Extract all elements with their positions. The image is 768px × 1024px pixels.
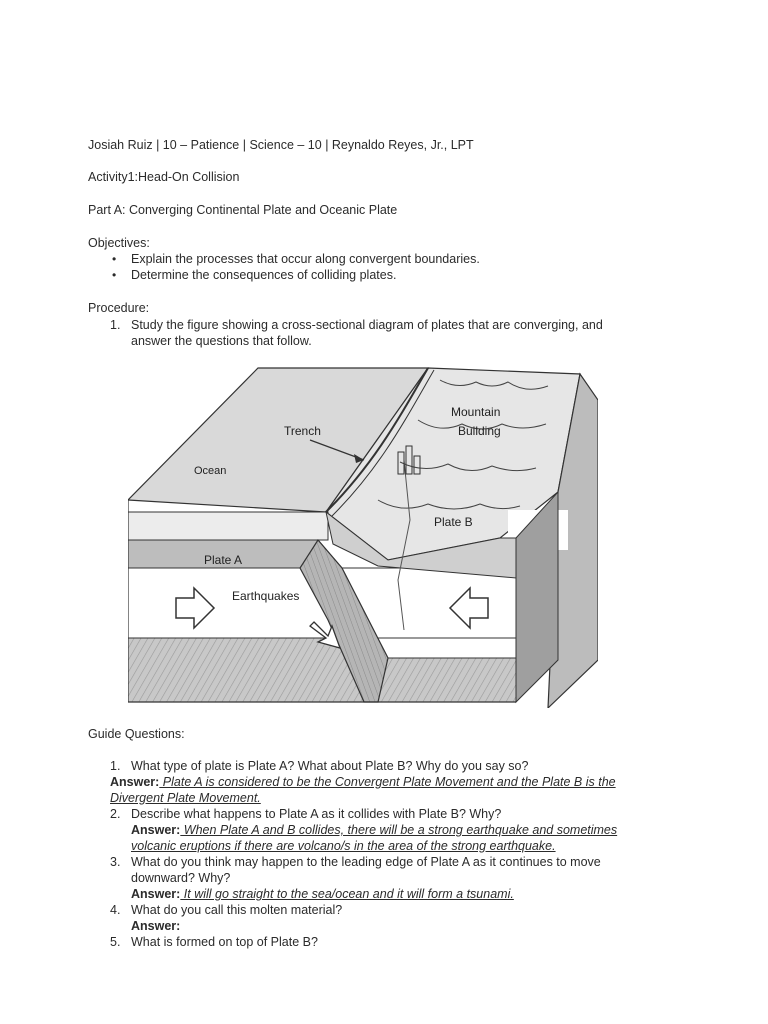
question-number: 2. xyxy=(110,807,121,821)
answer-1-text: Plate A is considered to be the Convergent Plate Movement and the Plate B is the xyxy=(159,775,616,789)
lower-layer xyxy=(128,638,516,702)
question-3-cont: downward? Why? xyxy=(131,871,231,885)
plate-b-label: Plate B xyxy=(434,515,473,529)
answer-label: Answer: xyxy=(131,887,181,901)
plate-a-label: Plate A xyxy=(204,553,243,567)
mountain-label: Mountain xyxy=(451,405,501,419)
answer-2 xyxy=(131,822,617,838)
activity-title: Activity1:Head-On Collision xyxy=(88,170,240,184)
procedure-number: 1. xyxy=(110,318,121,332)
answer-label: Answer: xyxy=(131,823,181,837)
objectives-heading: Objectives: xyxy=(88,236,150,250)
answer-label: Answer: xyxy=(110,775,160,789)
procedure-heading: Procedure: xyxy=(88,301,150,315)
question-5: What is formed on top of Plate B? xyxy=(131,935,318,949)
procedure-text: answer the questions that follow. xyxy=(131,334,312,348)
answer-1 xyxy=(110,774,616,790)
question-number: 1. xyxy=(110,759,121,773)
question-2: Describe what happens to Plate A as it collides with Plate B? Why? xyxy=(131,807,502,821)
answer-label: Answer: xyxy=(131,919,181,933)
procedure-text: Study the figure showing a cross-sectional diagram of plates that are converging, and xyxy=(131,318,603,332)
building-label: Building xyxy=(458,424,501,438)
answer-4 xyxy=(131,918,180,934)
answer-1-cont: Divergent Plate Movement. xyxy=(110,791,261,805)
plate-convergence-figure xyxy=(128,360,598,708)
bullet-icon: • xyxy=(112,252,117,266)
answer-2-text: When Plate A and B collides, there will be a strong earthquake and sometimes xyxy=(180,823,618,837)
objective-item: Determine the consequences of colliding plates. xyxy=(131,268,397,282)
part-title: Part A: Converging Continental Plate and Oceanic Plate xyxy=(88,203,398,217)
answer-3 xyxy=(131,886,514,902)
question-4: What do you call this molten material? xyxy=(131,903,343,917)
earthquakes-label: Earthquakes xyxy=(232,589,300,603)
question-number: 3. xyxy=(110,855,121,869)
question-1: What type of plate is Plate A? What about Plate B? Why do you say so? xyxy=(131,759,529,773)
objective-item: Explain the processes that occur along convergent boundaries. xyxy=(131,252,480,266)
ocean-label: Ocean xyxy=(194,465,227,477)
answer-3-text: It will go straight to the sea/ocean and it will form a tsunami. xyxy=(180,887,514,901)
bullet-icon: • xyxy=(112,268,117,282)
answer-2-cont: volcanic eruptions if there are volcano/s in the area of the strong earthquake. xyxy=(131,839,556,853)
ocean-water-layer xyxy=(128,512,328,540)
guide-heading: Guide Questions: xyxy=(88,727,185,741)
trench-label: Trench xyxy=(284,424,321,438)
question-number: 4. xyxy=(110,903,121,917)
question-number: 5. xyxy=(110,935,121,949)
question-3: What do you think may happen to the leading edge of Plate A as it continues to move xyxy=(131,855,601,869)
header-line: Josiah Ruiz | 10 – Patience | Science – 10 | Reynaldo Reyes, Jr., LPT xyxy=(88,138,474,152)
